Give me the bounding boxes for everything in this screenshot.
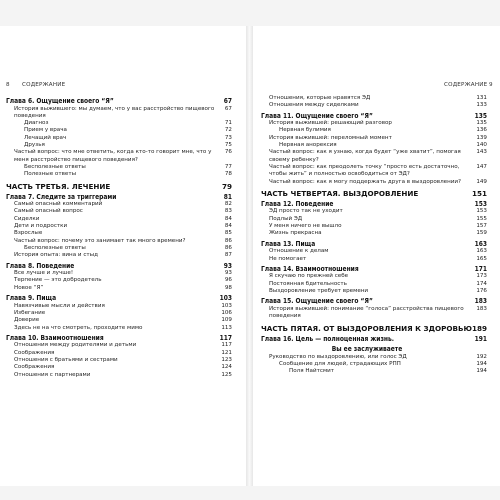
toc-section-entry	[6, 238, 232, 245]
toc-entry-page: 72	[224, 127, 232, 134]
toc-entry-page: 183	[474, 297, 487, 306]
toc-entry-title: ЭД просто так не уходит	[269, 208, 343, 215]
toc-entry-title: Отношения с партнерами	[14, 371, 91, 378]
toc-entry-page: 78	[224, 171, 232, 178]
toc-entry-title: Глава 12. Поведение	[261, 199, 334, 208]
toc-entry-page: 159	[476, 230, 487, 237]
toc-entry-title: Нервная анорексия	[279, 142, 337, 149]
toc-entry-title: Не помогает	[269, 255, 307, 262]
toc-section-entry	[6, 325, 232, 332]
toc-entry-page: 192	[476, 353, 487, 360]
toc-entry-title: Сиделки	[14, 215, 40, 222]
toc-entry-title: Глава 15. Ощущение своего “Я”	[261, 297, 373, 306]
toc-section-entry	[6, 127, 232, 134]
toc-section-entry	[261, 288, 487, 295]
toc-entry-title: Жизнь прекрасна	[269, 230, 322, 237]
toc-chapter-entry	[6, 262, 232, 271]
toc-entry-title: Отношения, которые нравятся ЭД	[269, 95, 371, 101]
toc-entry-page: 93	[224, 270, 232, 277]
toc-section-entry	[261, 135, 487, 142]
toc-entry-page: 71	[224, 120, 232, 127]
toc-section-entry	[6, 149, 232, 164]
toc-section-entry	[261, 248, 487, 255]
toc-entry-page: 139	[476, 134, 487, 141]
toc-entry-title: Бесполезные ответы	[24, 244, 86, 251]
toc-entry-page: 84	[224, 223, 232, 230]
toc-chapter-entry	[261, 335, 487, 344]
toc-chapter-entry	[261, 112, 487, 121]
toc-entry-title: Нервная булимия	[279, 127, 331, 134]
toc-entry-page: 67	[224, 105, 232, 112]
toc-entry-title: Здесь не на что смотреть, проходите мимо	[14, 324, 143, 331]
toc-entry-page: 149	[476, 178, 487, 185]
toc-section-entry	[261, 164, 487, 179]
toc-entry-page: 174	[476, 280, 487, 287]
toc-entry-title: Глава 8. Поведение	[6, 261, 75, 270]
toc-section-entry	[261, 256, 487, 263]
toc-section-entry	[6, 208, 232, 215]
toc-section-entry	[6, 310, 232, 317]
toc-entry-title: Частый вопрос: почему это занимает так много времени?	[14, 237, 186, 244]
toc-section-entry	[6, 303, 232, 310]
toc-entry-page: 96	[224, 277, 232, 284]
toc-entry-page: 84	[224, 215, 232, 222]
toc-section-entry	[6, 216, 232, 223]
toc-entry-title: Подлый ЭД	[269, 215, 303, 222]
left-running-head: СОДЕРЖАНИЕ	[22, 82, 66, 88]
toc-part-entry	[6, 182, 232, 191]
toc-entry-title: Глава 7. Следите за триггерами	[6, 192, 117, 201]
toc-entry-title: Частый вопрос: как я могу поддержать друга в выздоровлении?	[269, 178, 462, 185]
toc-entry-title: Глава 13. Пища	[261, 239, 316, 248]
toc-entry-title: Лечащий врач	[24, 134, 67, 141]
toc-entry-title: Прием у врача	[24, 127, 67, 134]
toc-entry-page: 93	[223, 261, 232, 270]
toc-section-entry	[6, 350, 232, 357]
toc-entry-title: Отношение к делам	[269, 248, 329, 255]
toc-entry-page: 136	[476, 127, 487, 134]
toc-entry-page: 98	[224, 284, 232, 291]
toc-entry-page: 173	[476, 273, 487, 280]
toc-section-entry	[261, 354, 487, 361]
toc-section-entry	[6, 252, 232, 259]
toc-section-entry	[261, 149, 487, 164]
toc-chapter-entry	[6, 294, 232, 303]
toc-entry-page: 153	[474, 199, 487, 208]
toc-section-entry	[261, 102, 487, 109]
toc-entry-page: 109	[221, 317, 232, 324]
toc-entry-title: Соображения	[14, 349, 55, 356]
toc-entry-title: История выжившей: переломный момент	[269, 134, 392, 141]
toc-entry-page: 81	[223, 192, 232, 201]
toc-section-entry	[261, 120, 487, 127]
toc-entry-page: 83	[224, 208, 232, 215]
toc-entry-title: Частый вопрос: как преодолеть точку “просто есть достаточно, чтобы жить” и полностью освободиться от ЭД?	[269, 163, 460, 178]
toc-section-entry	[6, 317, 232, 324]
toc-entry-page: 75	[224, 142, 232, 149]
toc-entry-title: Поля Найтсмит	[289, 368, 335, 375]
toc-entry-title: История выжившей: решающий разговор	[269, 120, 392, 127]
toc-entry-title: Навязчивые мысли и действия	[14, 302, 105, 309]
toc-entry-title: Самый опасный комментарий	[14, 201, 103, 208]
toc-entry-title: Дети и подростки	[14, 223, 68, 230]
toc-entry-title: ЧАСТЬ ТРЕТЬЯ. ЛЕЧЕНИЕ	[6, 181, 111, 191]
toc-entry-page: 194	[476, 360, 487, 367]
toc-section-entry	[6, 164, 232, 171]
toc-entry-page: 171	[474, 264, 487, 273]
toc-entry-title: Полезные ответы	[24, 171, 77, 178]
toc-section-entry	[6, 285, 232, 292]
right-table-of-contents	[261, 95, 487, 376]
toc-entry-title: Отношения с братьями и сестрами	[14, 356, 118, 363]
toc-entry-title: Бесполезные ответы	[24, 163, 86, 170]
book-gutter	[246, 26, 253, 486]
toc-entry-title: Руководство по выздоровлению, или голос ЭД	[269, 353, 407, 360]
toc-section-entry	[6, 270, 232, 277]
toc-entry-page: 77	[224, 163, 232, 170]
right-running-head: СОДЕРЖАНИЕ	[444, 82, 488, 88]
toc-entry-title: Постоянная бдительность	[269, 280, 347, 287]
toc-section-entry	[6, 230, 232, 237]
toc-chapter-entry	[6, 193, 232, 202]
toc-section-entry	[6, 357, 232, 364]
toc-chapter-entry	[261, 345, 487, 354]
toc-entry-title: История выжившего: мы думаем, что у вас расстройство пищевого поведения	[14, 105, 215, 119]
toc-entry-page: 135	[474, 111, 487, 120]
toc-entry-title: Сообщение для людей, страдающих РПП	[279, 360, 401, 367]
toc-entry-page: 143	[476, 149, 487, 156]
toc-entry-page: 189	[471, 323, 487, 333]
toc-entry-page: 106	[221, 309, 232, 316]
toc-entry-page: 86	[224, 244, 232, 251]
toc-entry-page: 153	[476, 208, 487, 215]
toc-entry-page: 151	[471, 188, 487, 198]
toc-section-entry	[261, 273, 487, 280]
toc-entry-page: 79	[221, 181, 232, 191]
toc-entry-page: 85	[224, 230, 232, 237]
toc-entry-title: Взрослые	[14, 230, 43, 237]
left-table-of-contents	[6, 95, 232, 379]
toc-section-entry	[261, 179, 487, 186]
toc-entry-title: Глава 9. Пища	[6, 294, 57, 303]
toc-entry-title: Самый опасный вопрос	[14, 208, 83, 215]
toc-entry-page: 124	[221, 364, 232, 371]
toc-entry-title: Глава 10. Взаимоотношения	[6, 333, 104, 342]
toc-entry-title: Доверие	[14, 317, 40, 324]
toc-entry-page: 165	[476, 255, 487, 262]
toc-chapter-entry	[261, 240, 487, 249]
toc-entry-title: Диагноз	[24, 120, 49, 127]
toc-entry-page: 82	[224, 201, 232, 208]
toc-entry-title: Новое “Я”	[14, 284, 44, 291]
toc-entry-page: 163	[476, 248, 487, 255]
toc-entry-page: 87	[224, 252, 232, 259]
right-page-number: 9	[489, 82, 493, 88]
toc-part-entry	[261, 324, 487, 333]
toc-section-entry	[261, 208, 487, 215]
toc-entry-page: 123	[221, 356, 232, 363]
toc-entry-page: 155	[476, 215, 487, 222]
toc-entry-title: Я скучаю по прежней себе	[269, 273, 349, 280]
toc-section-entry	[6, 223, 232, 230]
toc-section-entry	[6, 106, 232, 121]
toc-entry-title: История опыта: вина и стыд	[14, 252, 98, 259]
left-page-number: 8	[6, 82, 10, 88]
toc-chapter-entry	[6, 334, 232, 343]
toc-entry-page: 76	[224, 149, 232, 156]
toc-section-entry	[261, 306, 487, 321]
toc-entry-title: Друзья	[24, 142, 45, 149]
toc-entry-title: Частый вопрос: как я узнаю, когда будет “уже хватит”, помогая своему ребенку?	[269, 149, 461, 163]
toc-entry-page: 183	[476, 305, 487, 312]
toc-section-entry	[261, 230, 487, 237]
toc-section-entry	[261, 127, 487, 134]
toc-chapter-entry	[261, 297, 487, 306]
toc-section-entry	[261, 281, 487, 288]
toc-entry-title: ЧАСТЬ ЧЕТВЕРТАЯ. ВЫЗДОРОВЛЕНИЕ	[261, 188, 419, 198]
toc-chapter-entry	[261, 200, 487, 209]
toc-entry-title: Глава 11. Ощущение своего “Я”	[261, 111, 373, 120]
toc-entry-page: 140	[476, 142, 487, 149]
toc-section-entry	[6, 372, 232, 379]
toc-entry-page: 125	[221, 371, 232, 378]
toc-entry-title: Глава 14. Взаимоотношения	[261, 264, 359, 273]
toc-entry-title: Отношения между родителями и детьми	[14, 342, 137, 349]
toc-section-entry	[6, 135, 232, 142]
toc-entry-page: 157	[476, 223, 487, 230]
toc-entry-page: 103	[221, 302, 232, 309]
toc-section-entry	[6, 171, 232, 178]
toc-entry-page: 113	[221, 324, 232, 331]
toc-chapter-entry	[6, 97, 232, 106]
toc-entry-title: Все лучше и лучше!	[14, 270, 74, 277]
toc-entry-page: 67	[223, 97, 232, 105]
toc-entry-page: 191	[474, 334, 487, 343]
toc-entry-page: 117	[221, 342, 232, 349]
toc-entry-title: Терпение — это добродетель	[14, 277, 102, 284]
toc-section-entry	[6, 364, 232, 371]
toc-entry-title: Глава 6. Ощущение своего “Я”	[6, 97, 114, 105]
toc-entry-page: 135	[476, 120, 487, 127]
toc-entry-page: 73	[224, 134, 232, 141]
toc-entry-page: 194	[476, 368, 487, 375]
toc-section-entry	[261, 223, 487, 230]
toc-section-entry	[6, 120, 232, 127]
toc-part-entry	[261, 189, 487, 198]
toc-entry-title: Отношения между сиделками	[269, 102, 359, 109]
toc-section-entry	[261, 368, 487, 375]
toc-section-entry	[6, 342, 232, 349]
toc-section-entry	[261, 216, 487, 223]
toc-entry-title: Выздоровление требует времени	[269, 288, 369, 295]
toc-entry-page: 86	[224, 237, 232, 244]
toc-entry-page: 121	[221, 349, 232, 356]
toc-section-entry	[6, 277, 232, 284]
toc-entry-page: 163	[474, 239, 487, 248]
toc-entry-title: Избегание	[14, 309, 46, 316]
toc-entry-title: ЧАСТЬ ПЯТАЯ. ОТ ВЫЗДОРОВЛЕНИЯ К ЗДОРОВЬЮ	[261, 323, 472, 333]
toc-section-entry	[261, 95, 487, 102]
toc-entry-page: 131	[476, 95, 487, 101]
toc-entry-title: У меня ничего не вышло	[269, 223, 342, 230]
toc-section-entry	[6, 245, 232, 252]
toc-entry-page: 176	[476, 288, 487, 295]
toc-entry-title: Глава 16. Цель — полноценная жизнь.	[261, 334, 395, 343]
toc-entry-title: Соображения	[14, 364, 55, 371]
toc-entry-page: 117	[219, 333, 232, 342]
toc-entry-title: Частый вопрос: что мне ответить, когда кто-то говорит мне, что у меня расстройство пищевого поведения?	[14, 149, 212, 163]
toc-entry-title: История выжившей: понимание “голоса” расстройства пищевого поведения	[269, 305, 464, 320]
toc-entry-page: 147	[476, 163, 487, 170]
toc-entry-title: Вы ее заслуживаете	[331, 345, 403, 354]
toc-entry-page: 103	[219, 294, 232, 303]
toc-entry-page: 133	[476, 102, 487, 109]
